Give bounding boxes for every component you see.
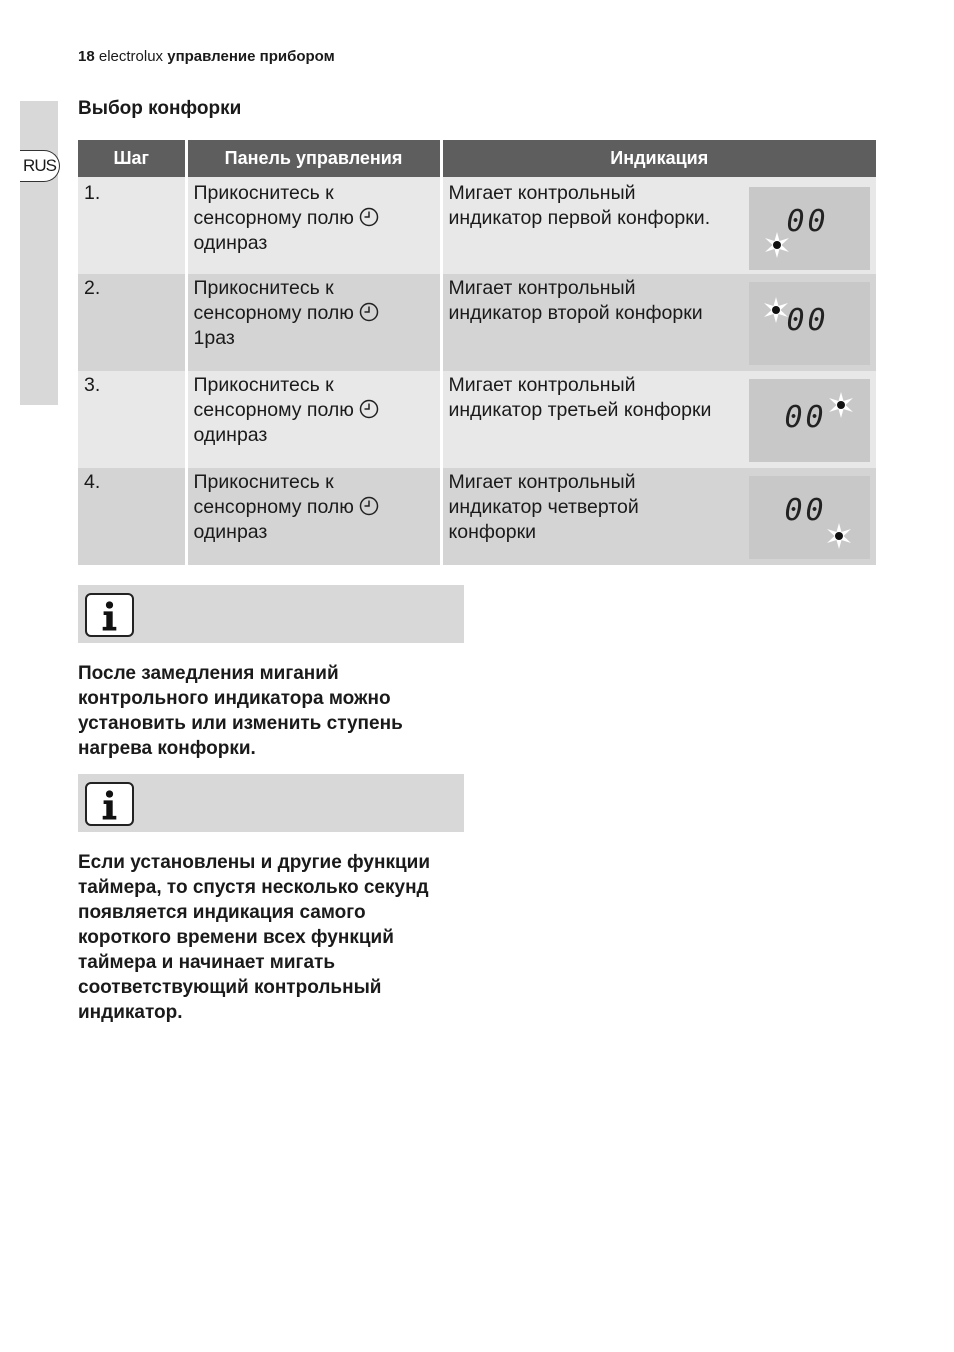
table-header-row — [78, 140, 876, 177]
panel-line — [194, 398, 434, 423]
note-line: соответствующий контрольный — [78, 977, 382, 998]
note-line: таймера и начинает мигать — [78, 952, 336, 973]
note-line: появляется индикация самого — [78, 902, 366, 923]
note-line: Если установлены и другие функции — [78, 852, 431, 873]
indication-line: Мигает контрольный — [448, 471, 636, 493]
display-digits: 00 — [784, 493, 827, 528]
brand-name: electrolux — [98, 48, 164, 65]
table-row — [78, 274, 876, 371]
column-header-indication: Индикация — [441, 140, 876, 177]
display-digits: 00 — [784, 400, 827, 435]
clock-icon — [359, 207, 379, 227]
panel-line: Прикоснитесь к — [193, 277, 334, 299]
panel-line — [194, 301, 434, 326]
note-line: индикатор. — [78, 1002, 183, 1023]
step-number: 4. — [78, 468, 186, 565]
panel-line-text: сенсорному полю — [193, 302, 354, 324]
panel-line: Прикоснитесь к — [193, 374, 334, 396]
step-number: 3. — [78, 371, 186, 468]
indication-line: конфорки — [448, 521, 537, 543]
panel-line: одинраз — [193, 521, 268, 543]
indication-line: Мигает контрольный — [448, 374, 636, 396]
info-icon — [85, 782, 134, 826]
blink-star-icon — [825, 522, 853, 550]
page-number: 18 — [78, 48, 95, 65]
section-title: Выбор конфорки — [78, 98, 242, 119]
panel-line-text: сенсорному полю — [193, 207, 354, 229]
side-language-tab — [20, 101, 58, 405]
column-header-step: Шаг — [78, 140, 186, 177]
info-banner — [78, 774, 464, 832]
note-line: контрольного индикатора можно — [78, 688, 391, 709]
cooktop-display — [749, 187, 870, 270]
indication-line: индикатор третьей конфорки — [448, 399, 712, 421]
note-line: таймера, то спустя несколько секунд — [78, 877, 429, 898]
blink-star-icon — [762, 296, 790, 324]
note-text — [78, 850, 498, 1025]
panel-line — [194, 495, 434, 520]
page-header — [78, 48, 335, 65]
indication-cell — [441, 177, 876, 274]
indication-cell — [441, 371, 876, 468]
indication-line: индикатор второй конфорки — [448, 302, 703, 324]
note-text — [78, 661, 478, 761]
info-banner-shape — [78, 585, 464, 643]
table-row — [78, 371, 876, 468]
info-icon — [85, 593, 134, 637]
blink-star-icon — [763, 231, 791, 259]
column-header-panel: Панель управления — [186, 140, 441, 177]
panel-line — [194, 206, 434, 231]
cooktop-display — [749, 476, 870, 559]
panel-line: Прикоснитесь к — [193, 182, 334, 204]
clock-icon — [359, 496, 379, 516]
indication-cell — [441, 274, 876, 371]
indication-cell — [441, 468, 876, 565]
panel-line: одинраз — [193, 424, 268, 446]
cooktop-display — [749, 379, 870, 462]
panel-line: Прикоснитесь к — [193, 471, 334, 493]
panel-line-text: сенсорному полю — [193, 399, 354, 421]
note-line: короткого времени всех функций — [78, 927, 394, 948]
panel-line: одинраз — [193, 232, 268, 254]
display-digits: 00 — [786, 303, 829, 338]
note-line: нагрева конфорки. — [78, 738, 256, 759]
language-badge: RUS — [20, 150, 60, 182]
table-row — [78, 177, 876, 274]
note-line: После замедления миганий — [78, 663, 339, 684]
section-name: управление прибором — [167, 48, 335, 65]
panel-instruction — [186, 371, 441, 468]
indication-line: индикатор четвертой — [448, 496, 639, 518]
clock-icon — [359, 302, 379, 322]
indication-text — [449, 373, 744, 423]
panel-instruction — [186, 177, 441, 274]
clock-icon — [359, 399, 379, 419]
note-line: установить или изменить ступень — [78, 713, 403, 734]
display-digits: 00 — [786, 204, 829, 239]
panel-instruction — [186, 468, 441, 565]
cooktop-display — [749, 282, 870, 365]
steps-table — [78, 140, 876, 565]
panel-line-text: сенсорному полю — [193, 496, 354, 518]
blink-star-icon — [827, 391, 855, 419]
indication-text — [449, 181, 744, 231]
table-row — [78, 468, 876, 565]
panel-line: 1раз — [193, 327, 235, 349]
info-banner-shape — [78, 774, 464, 832]
step-number: 2. — [78, 274, 186, 371]
panel-instruction — [186, 274, 441, 371]
indication-line: Мигает контрольный — [448, 277, 636, 299]
indication-text — [449, 470, 744, 545]
step-number: 1. — [78, 177, 186, 274]
indication-line: Мигает контрольный — [448, 182, 636, 204]
indication-text — [449, 276, 744, 326]
info-banner — [78, 585, 464, 643]
indication-line: индикатор первой конфорки. — [448, 207, 711, 229]
